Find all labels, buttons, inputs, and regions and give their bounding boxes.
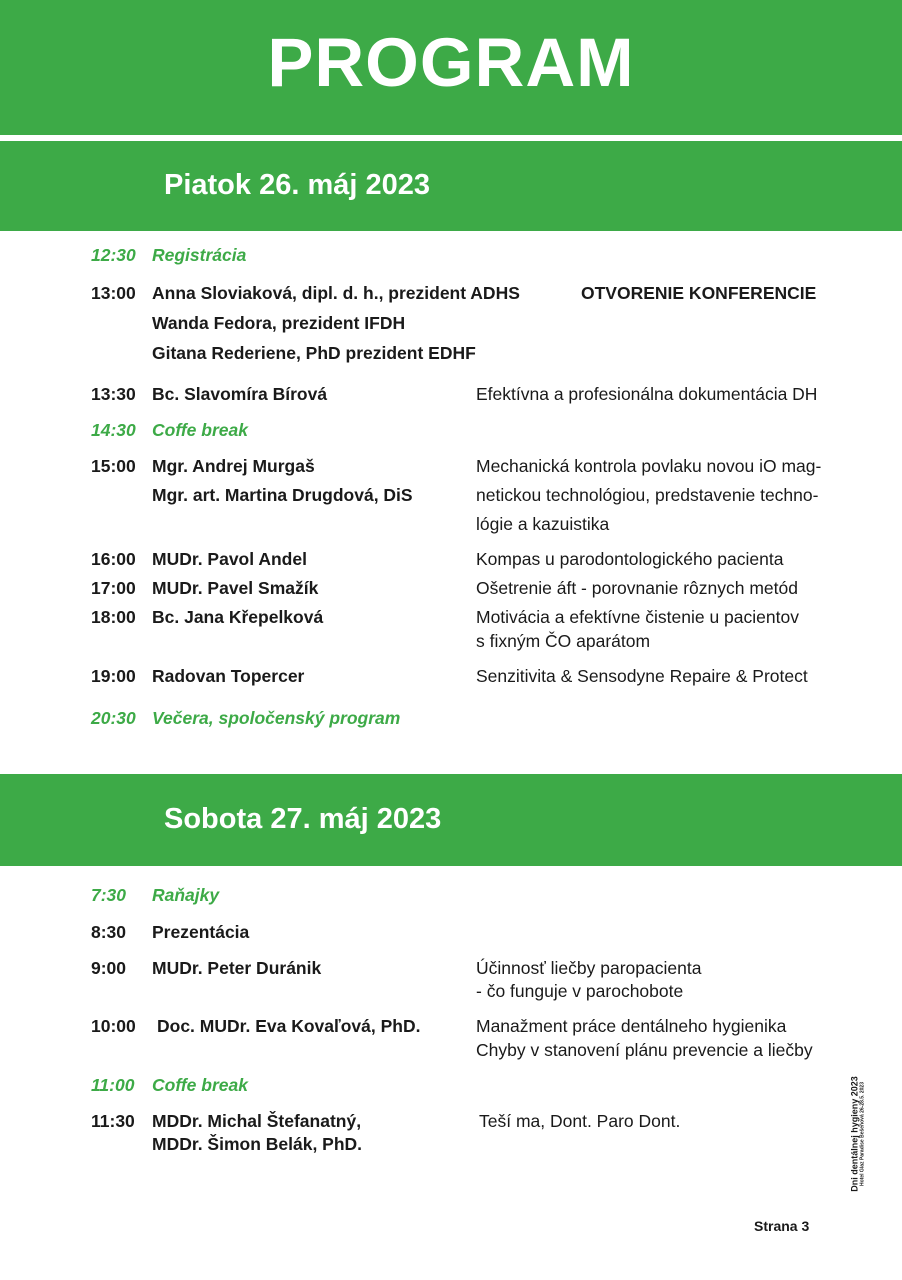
day2-title: Sobota 27. máj 2023 (164, 803, 442, 835)
day1-band (0, 141, 902, 231)
speaker-name: Bc. Slavomíra Bírová (152, 384, 328, 404)
speaker-name: Prezentácia (152, 922, 250, 942)
schedule-time: 7:30 (91, 885, 127, 905)
schedule-break-label: Coffe break (152, 420, 248, 440)
talk-title: - čo funguje v parochobote (476, 981, 684, 1001)
talk-title: Teší ma, Dont. Paro Dont. (479, 1111, 681, 1131)
talk-title: Účinnosť liečby paropacienta (476, 958, 702, 978)
page-title: PROGRAM (267, 24, 635, 101)
event-name: Dni dentálnej hygieny 2023 (849, 1076, 860, 1192)
schedule-time: 11:30 (91, 1111, 135, 1131)
speaker-name: Wanda Fedora, prezident IFDH (152, 313, 406, 333)
speaker-name: Mgr. Andrej Murgaš (152, 456, 315, 476)
schedule-time: 8:30 (91, 922, 127, 942)
speaker-name: MDDr. Šimon Belák, PhD. (152, 1134, 363, 1154)
schedule-time: 9:00 (91, 958, 127, 978)
schedule-break-label: Večera, spoločenský program (152, 708, 401, 728)
day2-band (0, 774, 902, 866)
event-venue: Hotel Glaz Paradise Bešeňová 26-28.5. 2023 (859, 1082, 866, 1186)
header-band (0, 0, 902, 135)
speaker-name: Doc. MUDr. Eva Kovaľová, PhD. (157, 1016, 421, 1036)
schedule-time: 12:30 (91, 245, 136, 265)
schedule-time: 14:30 (91, 420, 136, 440)
schedule-time: 13:30 (91, 384, 136, 404)
schedule-time: 10:00 (91, 1016, 136, 1036)
talk-title: Motivácia a efektívne čistenie u pacientov (476, 607, 799, 627)
talk-title: Senzitivita & Sensodyne Repaire & Protect (476, 666, 808, 686)
schedule-time: 19:00 (91, 666, 136, 686)
speaker-name: Radovan Topercer (152, 666, 305, 686)
schedule-time: 13:00 (91, 283, 136, 303)
talk-title: s fixným ČO aparátom (476, 631, 651, 651)
talk-title: Mechanická kontrola povlaku novou iO mag- (476, 456, 822, 476)
talk-title: Ošetrenie áft - porovnanie rôznych metód (476, 578, 798, 598)
talk-title: Efektívna a profesionálna dokumentácia DH (476, 384, 818, 404)
speaker-name: MDDr. Michal Štefanatný, (152, 1111, 362, 1131)
schedule-break-label: Registrácia (152, 245, 247, 265)
day1-title: Piatok 26. máj 2023 (164, 169, 430, 201)
page-number: Strana 3 (754, 1218, 810, 1234)
talk-title: netickou technológiou, predstavenie techno- (476, 485, 819, 505)
schedule-time: 18:00 (91, 607, 136, 627)
schedule-break-label: Coffe break (152, 1075, 248, 1095)
schedule-break-label: Raňajky (152, 885, 220, 905)
speaker-name: Gitana Rederiene, PhD prezident EDHF (152, 343, 476, 363)
event-sidebar-label (850, 1076, 865, 1192)
speaker-name: MUDr. Peter Duránik (152, 958, 322, 978)
speaker-name: Bc. Jana Křepelková (152, 607, 324, 627)
speaker-name: MUDr. Pavel Smažík (152, 578, 319, 598)
schedule-time: 11:00 (91, 1075, 135, 1095)
schedule-time: 17:00 (91, 578, 136, 598)
schedule-time: 15:00 (91, 456, 136, 476)
talk-title: lógie a kazuistika (476, 514, 610, 534)
talk-title: Manažment práce dentálneho hygienika (476, 1016, 787, 1036)
speaker-name: Mgr. art. Martina Drugdová, DiS (152, 485, 413, 505)
schedule-time: 20:30 (91, 708, 136, 728)
talk-title: Chyby v stanovení plánu prevencie a liečby (476, 1040, 813, 1060)
speaker-name: Anna Sloviaková, dipl. d. h., prezident ADHS (152, 283, 520, 303)
talk-title: OTVORENIE KONFERENCIE (581, 283, 817, 303)
schedule-time: 16:00 (91, 549, 136, 569)
speaker-name: MUDr. Pavol Andel (152, 549, 307, 569)
talk-title: Kompas u parodontologického pacienta (476, 549, 784, 569)
